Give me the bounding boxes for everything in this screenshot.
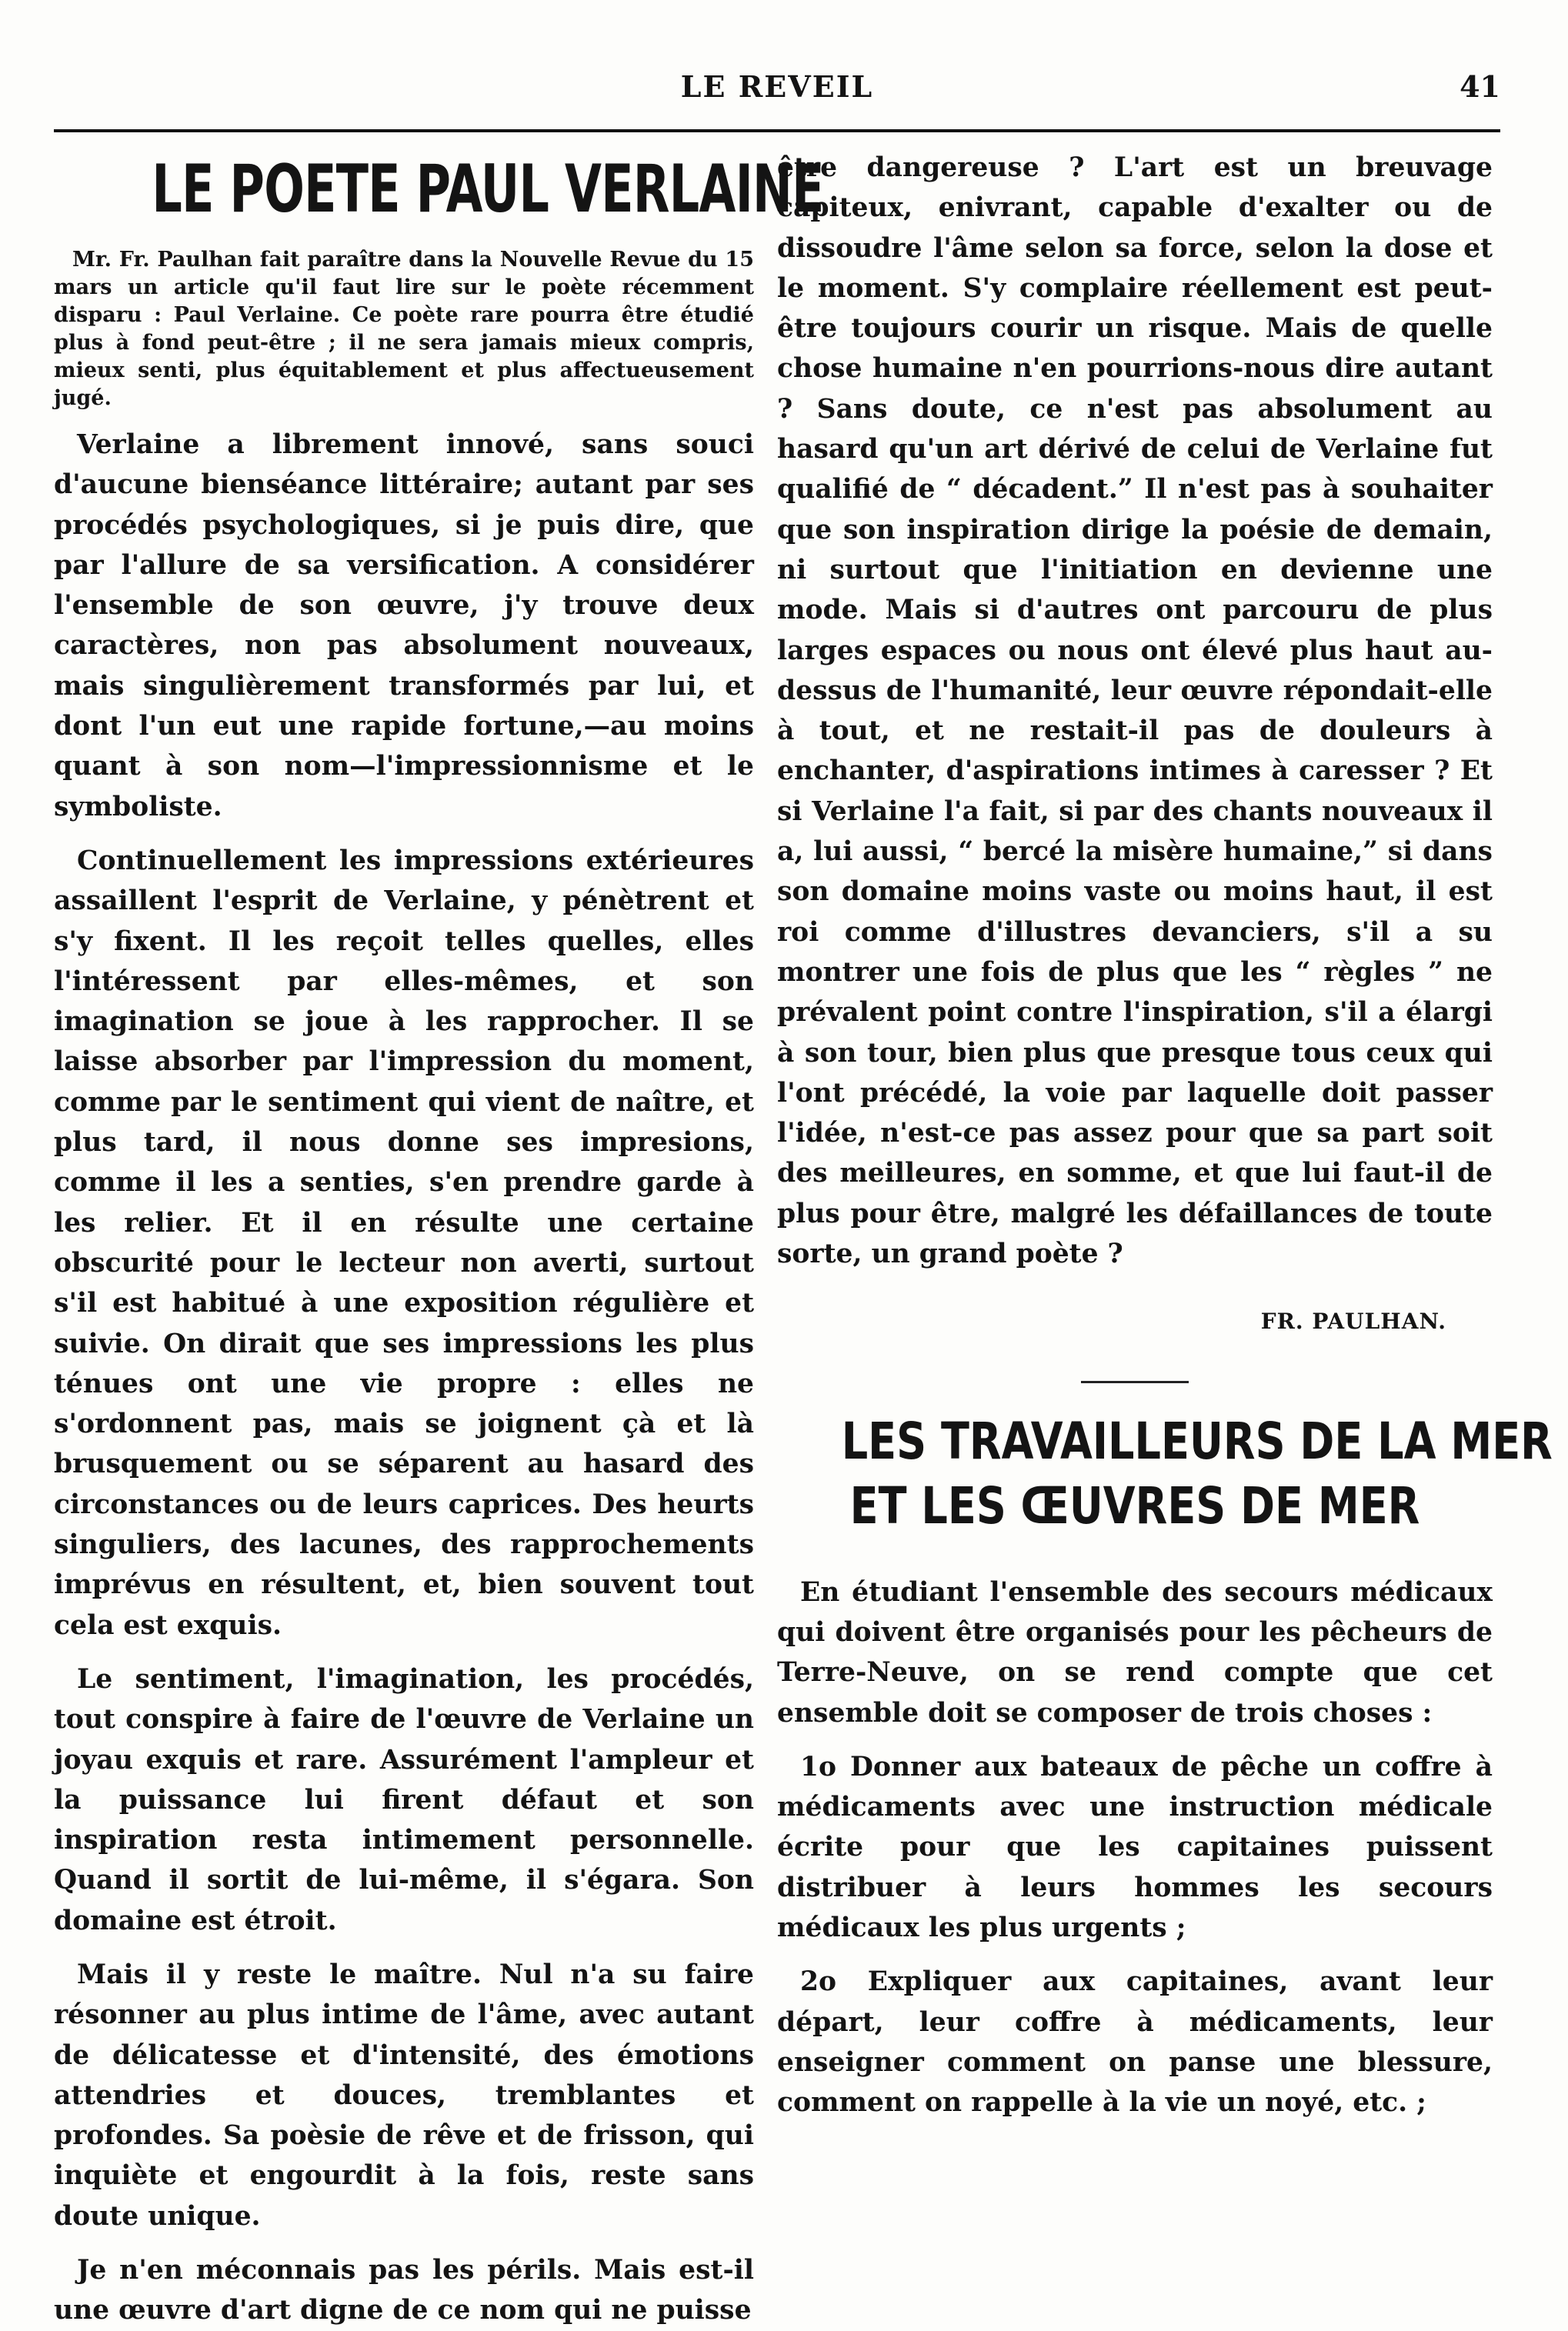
title-line: LES TRAVAILLEURS DE LA MER — [841, 1411, 1553, 1471]
page-number: 41 — [1460, 69, 1500, 104]
paragraph-continuation: être dangereuse ? L'art est un breuvage capiteux, enivrant, capable d'exalter ou de dissoudre l'âme selon sa force, selon la dose et le moment. S'y complaire réellement est peut-être toujours courir un risque. Mais de quelle chose humaine n'en pourrions-nous dire autant ? Sans doute, ce n'est pas absolument au hasard qu'un art dérivé de celui de Verlaine fut qualifié de “ décadent.” Il n'est pas à souhaiter que son inspiration dirige la poésie de demain, ni surtout que l'initiation en devienne une mode. Mais si d'autres ont parcouru de plus larges espaces ou nous ont élevé plus haut au-dessus de l'humanité, leur œuvre répondait-elle à tout, et ne restait-il pas de douleurs à enchanter, d'aspirations intimes à caresser ? Et si Verlaine l'a fait, si par des chants nouveaux il a, lui aussi, “ bercé la misère humaine,” si dans son domaine moins vaste ou moins haut, il est roi comme d'illustres devanciers, s'il a su montrer une fois de plus que les “ règles ” ne prévalent point contre l'inspiration, s'il a élargi à son tour, bien plus que presque tous ceux qui l'ont précédé, la voie par laquelle doit passer l'idée, n'est-ce pas assez pour que sa part soit des meilleures, en somme, et que lui faut-il de plus pour être, malgré les défaillances de toute sorte, un grand poète ? — [777, 152, 1493, 1270]
title-line: ET LES ŒUVRES DE MER — [849, 1476, 1420, 1536]
article-title-mer — [841, 1409, 1553, 1539]
article-title-verlaine: LE POETE PAUL VERLAINE — [152, 151, 824, 228]
article-intro: Mr. Fr. Paulhan fait paraître dans la Nouvelle Revue du 15 mars un article qu'il faut lire sur le poète récemment disparu : Paul Verlaine. Ce poète rare pourra être étudié plus à fond peut-être ; il ne sera jamais mieux compris, mieux senti, plus équitablement et plus affectueusement jugé. — [54, 248, 754, 410]
paragraph: Mais il y reste le maître. Nul n'a su faire résonner au plus intime de l'âme, avec autant de délicatesse et d'intensité, des émotions attendries et douces, tremblantes et profondes. Sa poèsie de rêve et de frisson, qui inquiète et engourdit à la fois, reste sans doute unique. — [54, 1959, 754, 2232]
paragraph: 2o Expliquer aux capitaines, avant leur départ, leur coffre à médicaments, leur enseigner comment on panse une blessure, comment on rappelle à la vie un noyé, etc. ; — [777, 1966, 1493, 2119]
header-rule — [54, 129, 1500, 132]
page-header — [54, 69, 1500, 123]
right-column — [777, 148, 1553, 2123]
paragraph: Continuellement les impressions extérieures assaillent l'esprit de Verlaine, y pénètrent et s'y fixent. Il les reçoit telles quelles, elles l'intéressent par elles-mêmes, et son imagination se joue à les rapprocher. Il se laisse absorber par l'impression du moment, comme par le sentiment qui vient de naître, et plus tard, il nous donne ses impresions, comme il les a senties, s'en prendre garde à les relier. Et il en résulte une certaine obscurité pour le lecteur non averti, surtout s'il est habitué à une exposition régulière et suivie. On dirait que ses impressions les plus ténues ont une vie propre : elles ne s'ordonnent pas, mais se joignent çà et là brusquement ou se séparent au hasard des circonstances ou de leurs caprices. Des heurts singuliers, des lacunes, des rapprochements imprévus en résultent, et, bien souvent tout cela est exquis. — [54, 845, 754, 1641]
section-divider — [1081, 1381, 1189, 1383]
author-signature: FR. PAULHAN. — [1260, 1309, 1446, 1335]
paragraph: Le sentiment, l'imagination, les procédés, tout conspire à faire de l'œuvre de Verlaine un joyau exquis et rare. Assurément l'ampleur et la puissance lui firent défaut et son inspiration resta intimement personnelle. Quand il sortit de lui-même, il s'égara. Son domaine est étroit. — [54, 1663, 754, 1936]
journal-title: LE REVEIL — [680, 69, 874, 104]
paragraph: En étudiant l'ensemble des secours médicaux qui doivent être organisés pour les pêcheurs de Terre-Neuve, on se rend compte que cet ensemble doit se composer de trois choses : — [777, 1576, 1493, 1729]
left-column — [54, 146, 824, 2331]
paragraph: Je n'en méconnais pas les périls. Mais est-il une œuvre d'art digne de ce nom qui ne puisse — [54, 2255, 754, 2326]
paragraph: Verlaine a librement innové, sans souci d'aucune bienséance littéraire; autant par ses procédés psychologiques, si je puis dire, que par l'allure de sa versification. A considérer l'ensemble de son œuvre, j'y trouve deux caractères, non pas absolument nouveaux, mais singulièrement transformés par lui, et dont l'un eut une rapide fortune,—au moins quant à son nom—l'impressionnisme et le symboliste. — [54, 429, 754, 822]
paragraph: 1o Donner aux bateaux de pêche un coffre à médicaments avec une instruction médicale écrite pour que les capitaines puissent distribuer à leurs hommes les secours médicaux les plus urgents ; — [777, 1751, 1493, 1943]
